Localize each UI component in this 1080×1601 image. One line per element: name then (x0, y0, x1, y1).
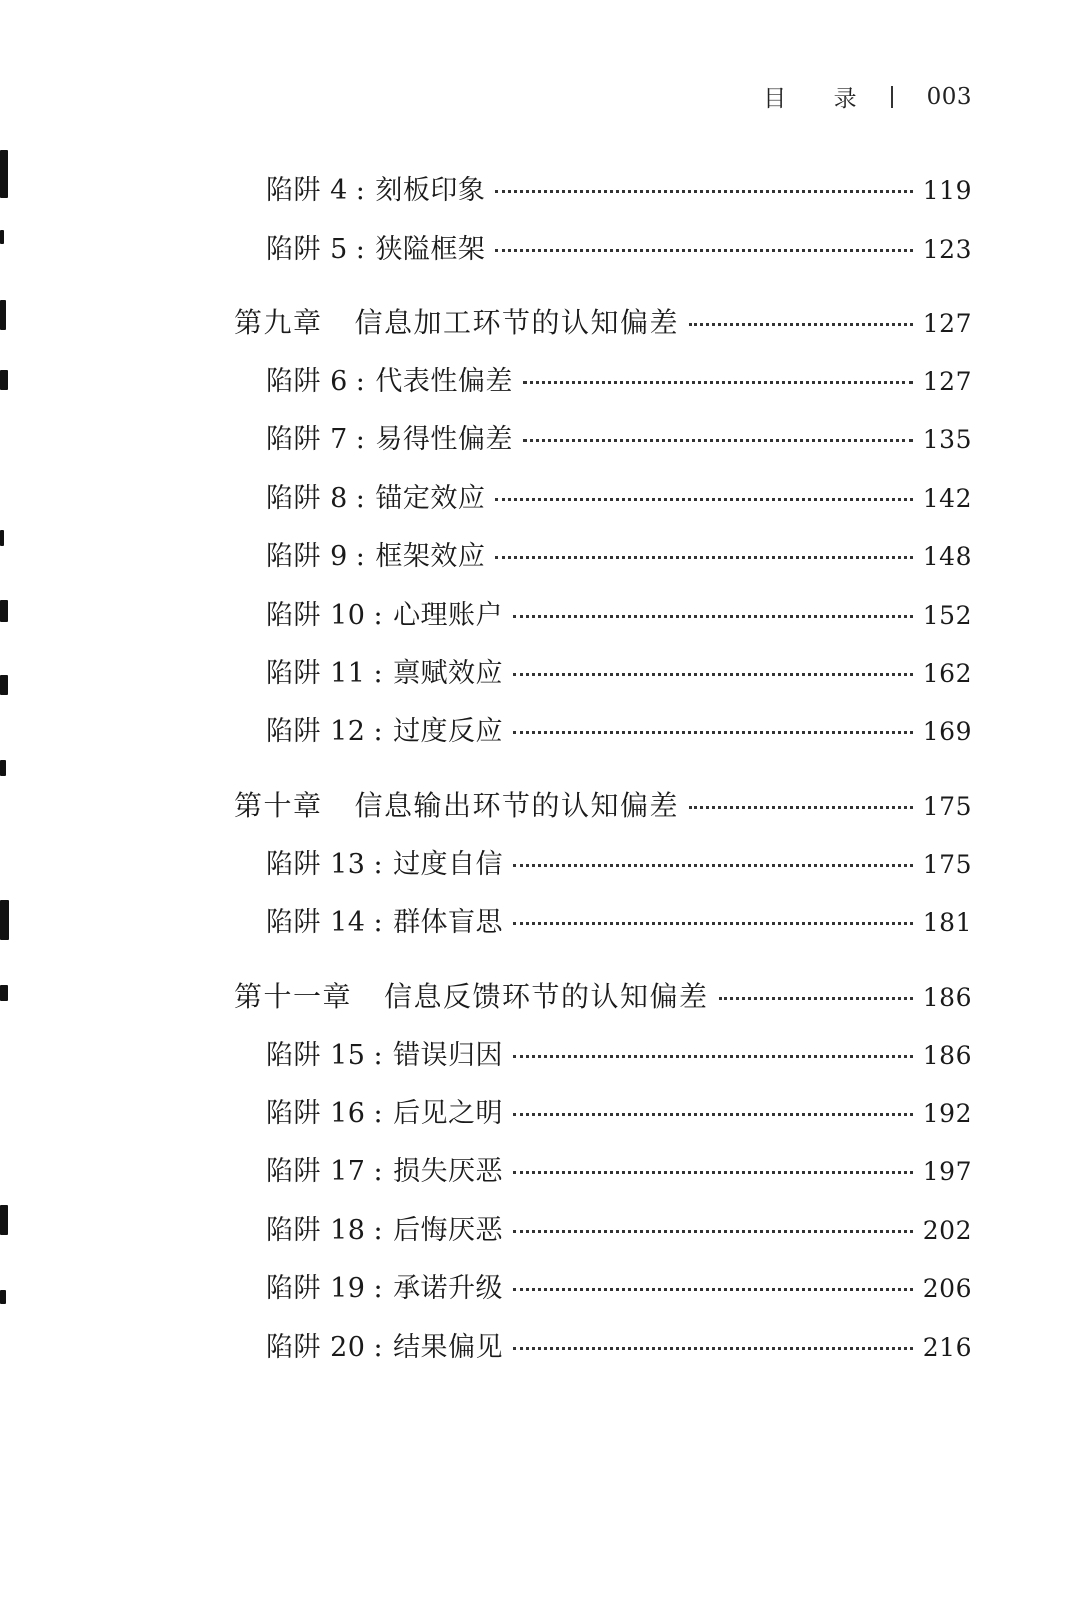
running-head (763, 80, 972, 113)
entry-title: 易得性偏差 (375, 424, 513, 455)
dot-leader (513, 615, 913, 618)
entry-title: 过度自信 (393, 849, 504, 880)
toc-entry[interactable]: 陷阱 10 : 心理账户 152 (266, 600, 972, 631)
toc-entry[interactable]: 陷阱 8 : 锚定效应 142 (266, 483, 972, 514)
binding-edge-marks (0, 0, 14, 1601)
entry-number: 陷阱 14 (266, 907, 366, 938)
page-number: 003 (926, 83, 972, 110)
toc-entry[interactable]: 陷阱 9 : 框架效应 148 (266, 541, 972, 572)
toc-entry[interactable]: 陷阱 13 : 过度自信 175 (266, 849, 972, 880)
dot-leader (523, 439, 913, 442)
entry-title: 禀赋效应 (393, 658, 504, 689)
entry-number: 陷阱 12 (266, 716, 366, 747)
entry-number: 陷阱 20 (266, 1332, 366, 1363)
entry-number: 陷阱 6 (266, 366, 348, 397)
dot-leader (495, 556, 912, 559)
chapter-number: 第十章 (234, 789, 323, 822)
dot-leader (513, 673, 913, 676)
entry-number: 陷阱 16 (266, 1098, 366, 1129)
entry-page: 119 (922, 176, 972, 205)
dot-leader (513, 731, 913, 734)
toc-entry[interactable]: 陷阱 5 : 狭隘框架 123 (266, 234, 972, 265)
toc-entry[interactable]: 陷阱 18 : 后悔厌恶 202 (266, 1215, 972, 1246)
entry-page: 142 (922, 484, 972, 513)
entry-title: 锚定效应 (375, 483, 486, 514)
entry-page: 197 (922, 1157, 972, 1186)
entry-number: 陷阱 15 (266, 1040, 366, 1071)
entry-page: 202 (922, 1216, 972, 1245)
entry-page: 123 (922, 235, 972, 264)
chapter-page: 127 (922, 309, 972, 338)
toc-entry[interactable]: 陷阱 7 : 易得性偏差 135 (266, 424, 972, 455)
toc-entry[interactable]: 陷阱 4 : 刻板印象 119 (266, 175, 972, 206)
dot-leader (513, 1171, 913, 1174)
entry-number: 陷阱 5 (266, 234, 348, 265)
chapter-title: 信息输出环节的认知偏差 (354, 789, 680, 822)
entry-title: 后悔厌恶 (393, 1215, 504, 1246)
toc-entry[interactable]: 陷阱 15 : 错误归因 186 (266, 1040, 972, 1071)
entry-page: 192 (922, 1099, 972, 1128)
entry-page: 148 (922, 542, 972, 571)
entry-title: 后见之明 (393, 1098, 504, 1129)
chapter-page: 186 (922, 983, 972, 1012)
toc-chapter[interactable] (234, 784, 972, 824)
entry-page: 135 (922, 425, 972, 454)
entry-number: 陷阱 17 (266, 1156, 366, 1187)
entry-page: 127 (922, 367, 972, 396)
entry-title: 承诺升级 (393, 1273, 504, 1304)
entry-page: 169 (922, 717, 972, 746)
dot-leader (523, 381, 913, 384)
section-title: 目 录 (763, 86, 877, 112)
entry-number: 陷阱 8 (266, 483, 348, 514)
dot-leader (513, 922, 913, 925)
entry-title: 框架效应 (375, 541, 486, 572)
dot-leader (513, 1288, 913, 1291)
entry-title: 心理账户 (393, 600, 504, 631)
entry-title: 损失厌恶 (393, 1156, 504, 1187)
toc-chapter[interactable] (234, 975, 972, 1015)
entry-title: 群体盲思 (393, 907, 504, 938)
chapter-title: 信息反馈环节的认知偏差 (384, 980, 709, 1013)
toc-entry[interactable]: 陷阱 11 : 禀赋效应 162 (266, 658, 972, 689)
dot-leader (719, 997, 913, 1000)
toc-entry[interactable]: 陷阱 16 : 后见之明 192 (266, 1098, 972, 1129)
entry-page: 152 (922, 601, 972, 630)
dot-leader (689, 806, 913, 809)
entry-page: 175 (922, 850, 972, 879)
dot-leader (513, 1113, 913, 1116)
entry-title: 过度反应 (393, 716, 504, 747)
entry-number: 陷阱 18 (266, 1215, 366, 1246)
entry-title: 错误归因 (393, 1040, 504, 1071)
chapter-number: 第十一章 (234, 980, 353, 1013)
toc-entry[interactable]: 陷阱 6 : 代表性偏差 127 (266, 366, 972, 397)
toc-entry[interactable]: 陷阱 12 : 过度反应 169 (266, 716, 972, 747)
entry-page: 216 (922, 1333, 972, 1362)
chapter-page: 175 (922, 792, 972, 821)
toc-entry[interactable]: 陷阱 14 : 群体盲思 181 (266, 907, 972, 938)
entry-number: 陷阱 10 (266, 600, 366, 631)
entry-number: 陷阱 19 (266, 1273, 366, 1304)
entry-page: 181 (922, 908, 972, 937)
entry-title: 代表性偏差 (375, 366, 513, 397)
dot-leader (689, 323, 913, 326)
toc-entry[interactable]: 陷阱 19 : 承诺升级 206 (266, 1273, 972, 1304)
entry-title: 狭隘框架 (375, 234, 486, 265)
dot-leader (513, 1347, 913, 1350)
entry-title: 刻板印象 (375, 175, 486, 206)
toc-chapter[interactable] (234, 301, 972, 341)
dot-leader (495, 249, 912, 252)
toc-entry[interactable]: 陷阱 17 : 损失厌恶 197 (266, 1156, 972, 1187)
entry-number: 陷阱 7 (266, 424, 348, 455)
dot-leader (513, 1230, 913, 1233)
dot-leader (495, 498, 912, 501)
dot-leader (513, 1055, 913, 1058)
chapter-title: 信息加工环节的认知偏差 (354, 306, 680, 339)
entry-number: 陷阱 9 (266, 541, 348, 572)
entry-page: 162 (922, 659, 972, 688)
entry-number: 陷阱 11 (266, 658, 366, 689)
dot-leader (495, 190, 912, 193)
entry-page: 206 (922, 1274, 972, 1303)
toc-entry[interactable]: 陷阱 20 : 结果偏见 216 (266, 1332, 972, 1363)
entry-number: 陷阱 4 (266, 175, 348, 206)
entry-title: 结果偏见 (393, 1332, 504, 1363)
entry-number: 陷阱 13 (266, 849, 366, 880)
header-divider (891, 86, 893, 108)
chapter-number: 第九章 (234, 306, 323, 339)
entry-page: 186 (922, 1041, 972, 1070)
dot-leader (513, 864, 913, 867)
